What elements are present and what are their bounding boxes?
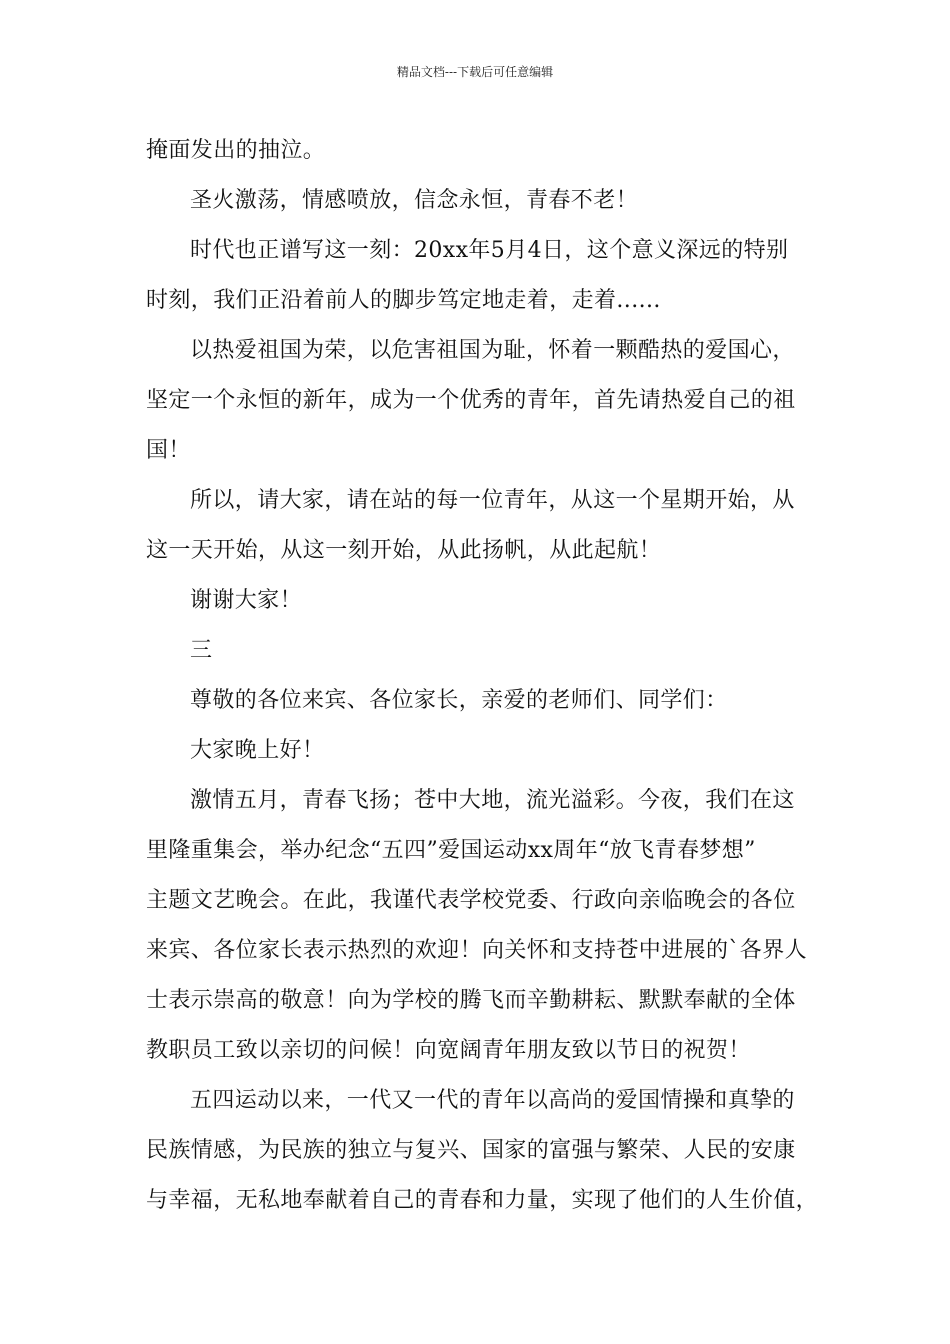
text-line: 五四运动以来，一代又一代的青年以高尚的爱国情操和真挚的	[190, 1088, 795, 1113]
text-line: 谢谢大家！	[190, 588, 303, 613]
text-line: 士表示崇高的敬意！向为学校的腾飞而辛勤耕耘、默默奉献的全体	[146, 988, 796, 1013]
text-line: 主题文艺晚会。在此，我谨代表学校党委、行政向亲临晚会的各位	[146, 888, 796, 913]
text-line: 时代也正谱写这一刻：20xx年5月4日，这个意义深远的特别	[190, 238, 789, 263]
text-line: 来宾、各位家长表示热烈的欢迎！向关怀和支持苍中进展的`各界人	[146, 938, 808, 963]
text-line: 民族情感，为民族的独立与复兴、国家的富强与繁荣、人民的安康	[146, 1138, 796, 1163]
text-line: 教职员工致以亲切的问候！向宽阔青年朋友致以节日的祝贺！	[146, 1038, 751, 1063]
text-line: 里隆重集会，举办纪念“五四”爱国运动xx周年“放飞青春梦想”	[146, 838, 756, 863]
text-line: 国！	[146, 438, 191, 463]
text-line: 这一天开始，从这一刻开始，从此扬帆，从此起航！	[146, 538, 662, 563]
salutation: 尊敬的各位来宾、各位家长，亲爱的老师们、同学们：	[190, 688, 728, 713]
text-line: 以热爱祖国为荣，以危害祖国为耻，怀着一颗酷热的爱国心，	[190, 338, 795, 363]
section-number: 三	[190, 638, 213, 663]
text-line: 圣火激荡，情感喷放，信念永恒，青春不老！	[190, 188, 639, 213]
greeting: 大家晚上好！	[190, 738, 325, 763]
text-line: 所以，请大家，请在站的每一位青年，从这一个星期开始，从	[190, 488, 795, 513]
text-line: 激情五月，青春飞扬；苍中大地，流光溢彩。今夜，我们在这	[190, 788, 795, 813]
text-line: 与幸福，无私地奉献着自己的青春和力量，实现了他们的人生价值，	[146, 1188, 819, 1213]
document-body	[146, 126, 836, 1226]
page-header: 精品文档---下载后可任意编辑	[396, 65, 554, 79]
text-line: 时刻，我们正沿着前人的脚步笃定地走着，走着......	[146, 288, 661, 313]
text-line: 坚定一个永恒的新年，成为一个优秀的青年，首先请热爱自己的祖	[146, 388, 796, 413]
text-line: 掩面发出的抽泣。	[146, 138, 326, 163]
